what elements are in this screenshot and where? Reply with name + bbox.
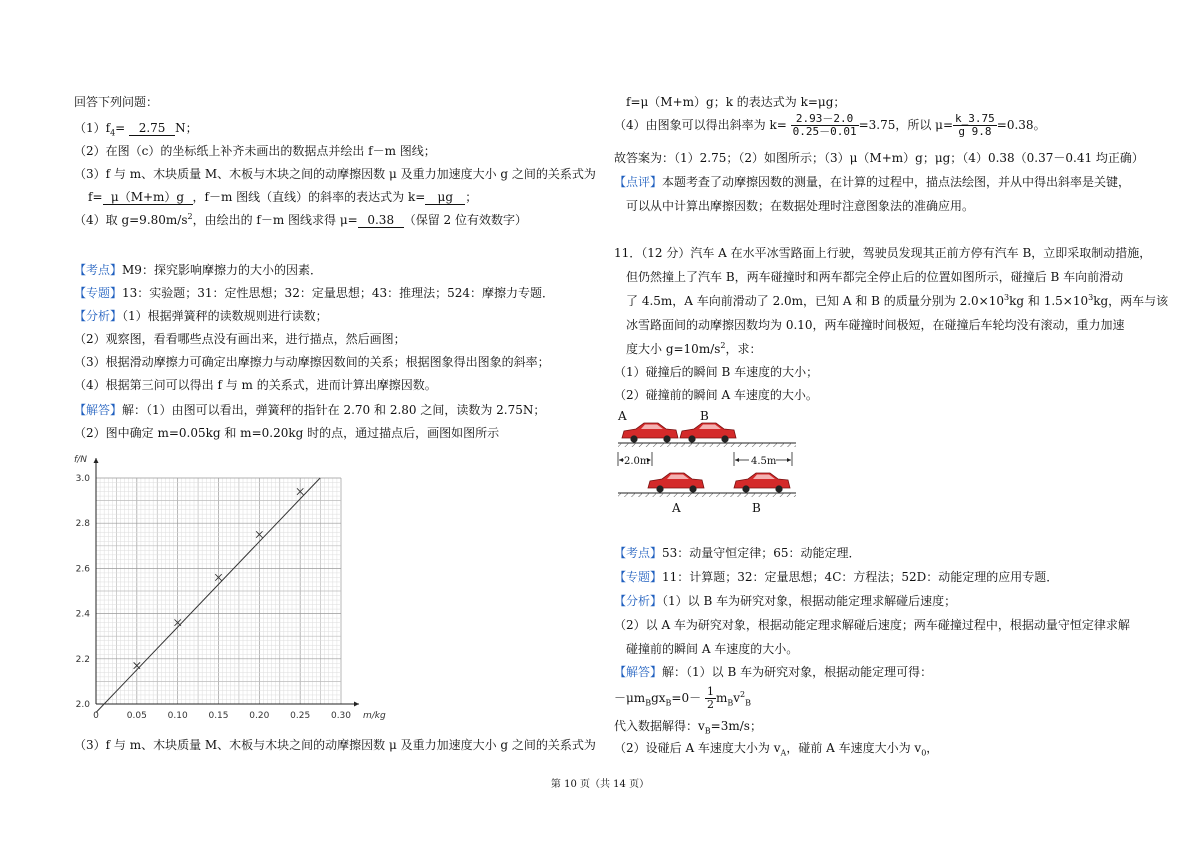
x-tick-label: 0.20 [249, 711, 270, 721]
y-tick-label: 2.2 [75, 654, 90, 665]
y-tick-label: 2.6 [75, 564, 90, 575]
fit-line [96, 478, 320, 713]
question-1: $(1)f_4= 2.75$ N； [74, 121, 198, 138]
fenxi-tag: 【分析】 [74, 309, 123, 323]
mu-fraction: $\frac{k\_3.75}{g 9.8}$ [955, 112, 995, 138]
energy-equation: $-\mu m_Bgx_B=0-$ $\frac{1}{2}$ $m_Bv^2_B$ [614, 685, 751, 711]
answer-3b: μg [425, 190, 465, 205]
q11-line-6: （1）碰撞后的瞬间 B 车速度的大小； [614, 365, 819, 379]
y-tick-label: 3.0 [75, 474, 90, 484]
answer-1: 2.75 [129, 121, 175, 136]
car-a-top-icon [622, 423, 678, 443]
r-fenxi-line-2: （2）以 A 车为研究对象，根据动能定理求解碰后速度；两车碰撞过程中，根据动量守恒定律求解 [614, 618, 1130, 632]
q11-line-5: 度大小 $g=10m/s^2$，求： [626, 341, 762, 356]
kaodian-tag: 【考点】 [74, 263, 123, 277]
label-b-top: B [700, 409, 709, 423]
x-axis-arrow [354, 702, 359, 707]
r-jieda-tag: 【解答】 [614, 665, 663, 679]
chart-xlabel: m/kg [363, 711, 386, 721]
intro-text: 回答下列问题： [74, 95, 159, 109]
car-a-bottom-icon [648, 473, 704, 493]
question-2: （2）在图（c）的坐标纸上补齐未画出的数据点并绘出 f－m 图线； [74, 144, 436, 158]
chart-tick-labels [76, 474, 352, 721]
question-4: （4）取 $g=9.80m/s^2$，由绘出的 f－m 图线求得 μ= 0.38 （保留 2 位有效数字） [74, 212, 527, 227]
q11-line-2: 但仍然撞上了汽车 B，两车碰撞时和两车都完全停止后的位置如图所示，碰撞后 B 车向前滑动 [626, 270, 1124, 284]
r-fenxi-line-3: 碰撞前的瞬间 A 车速度的大小。 [626, 642, 799, 656]
road-bottom-hatch [618, 493, 796, 497]
dist-b-label: 4.5m [751, 456, 777, 467]
fenxi-line-2: （2）观察图，看看哪些点没有画出来，进行描点，然后画图； [74, 332, 406, 346]
question-3-line1: （3）f 与 m、木块质量 M、木板与木块之间的动摩擦因数 μ 及重力加速度大小 g 之间的关系式为 [74, 167, 596, 181]
zhuanti-tag: 【专题】 [74, 286, 123, 300]
x-tick-label: 0.10 [167, 711, 188, 721]
x-tick-label: 0.15 [208, 711, 229, 721]
r-jieda-line: 【解答】解：（1）以 B 车为研究对象，根据动能定理可得： [614, 665, 933, 679]
dist-a-label: 2.0m [624, 456, 650, 467]
y-tick-label: 2.0 [75, 700, 90, 710]
car-b-bottom-icon [734, 473, 790, 493]
collision-figure [616, 406, 806, 518]
jieda-line: 【解答】解：（1）由图可以看出，弹簧秤的指针在 2.70 和 2.80 之间，读数为 2.75N； [74, 403, 546, 417]
r-zhuanti-tag: 【专题】 [614, 570, 663, 584]
dianping-line: 【点评】本题考查了动摩擦因数的测量，在计算的过程中，描点法绘图，并从中得出斜率是关键， [614, 175, 1131, 189]
label-a-top: A [618, 409, 627, 423]
x-tick-label: 0.25 [290, 711, 311, 721]
x-tick-label: 0.30 [330, 711, 352, 721]
chart-grid [96, 478, 341, 704]
answer-3a: μ（M+m）g [103, 190, 193, 205]
r-fenxi-tag: 【分析】 [614, 594, 663, 608]
y-axis-arrow [94, 458, 99, 463]
question-3-line2: f= μ（M+m）g ，f－m 图线（直线）的斜率的表达式为 k= μg ； [88, 190, 478, 204]
zhuanti-line: 【专题】13：实验题；31：定性思想；32：定量思想；43：推理法；524：摩擦力专题． [74, 286, 555, 300]
q11-line-7: （2）碰撞前的瞬间 A 车速度的大小。 [614, 388, 818, 402]
label-b-bottom: B [752, 501, 761, 515]
fenxi-line-4: （4）根据第三问可以得出 f 与 m 的关系式，进而计算出摩擦因数。 [74, 378, 437, 392]
chart-ylabel: f/N [74, 455, 87, 465]
dianping-tag: 【点评】 [614, 175, 663, 189]
r-fenxi-line: 【分析】（1）以 B 车为研究对象，根据动能定理求解碰后速度； [614, 594, 957, 608]
r-kaodian-tag: 【考点】 [614, 546, 663, 560]
y-tick-label: 2.4 [75, 609, 90, 620]
r-line-2: （4）由图象可以得出斜率为 k= $\frac{2.93-2.0}{0.25-0.01}$ =3.75，所以 μ= $\frac{k\_3.75}{g 9.8}$ =0.38。 [614, 112, 1046, 138]
y-tick-label: 2.8 [75, 519, 90, 530]
chart-fit-line [96, 478, 320, 713]
road-top-hatch [618, 443, 796, 447]
r-line-1: f=μ（M+m）g；k 的表达式为 k=μg； [626, 95, 846, 109]
r-kaodian-line: 【考点】53：动量守恒定律；65：动能定理． [614, 546, 861, 560]
kaodian-line: 【考点】M9：探究影响摩擦力的大小的因素． [74, 263, 322, 277]
dianping-line-2: 可以从中计算出摩擦因数；在数据处理时注意图象法的准确应用。 [626, 199, 975, 213]
answer-summary: 故答案为：（1）2.75；（2）如图所示；（3）μ（M+m）g；μg；（4）0.38（0.37－0.41 均正确） [614, 151, 1144, 165]
slope-fraction: $\frac{2.93-2.0}{0.25-0.01}$ [792, 112, 857, 138]
f-m-chart [70, 450, 390, 725]
answer-4: 0.38 [358, 213, 404, 228]
jieda-tag: 【解答】 [74, 403, 123, 417]
fenxi-line-3: （3）根据滑动摩擦力可确定出摩擦力与动摩擦因数间的关系；根据图象得出图象的斜率； [74, 355, 550, 369]
half-fraction: $\frac{1}{2}$ [706, 685, 714, 711]
jieda-line-2: （2）图中确定 m=0.05kg 和 m=0.20kg 时的点，通过描点后，画图如图所示 [74, 426, 500, 440]
q11-line-1: 11．（12 分）汽车 A 在水平冰雪路面上行驶，驾驶员发现其正前方停有汽车 B，立即采取制动措施， [614, 246, 1152, 260]
bottom-line: （3）f 与 m、木块质量 M、木板与木块之间的动摩擦因数 μ 及重力加速度大小 g 之间的关系式为 [74, 738, 596, 752]
x-tick-label: 0 [93, 711, 99, 721]
chart-axes [94, 458, 360, 707]
r-zhuanti-line: 【专题】11：计算题；32：定量思想；4C：方程法；52D：动能定理的应用专题． [614, 570, 1059, 584]
car-b-top-icon [680, 423, 736, 443]
x-tick-label: 0.05 [126, 711, 147, 721]
label-a-bottom: A [672, 501, 681, 515]
fenxi-line: 【分析】（1）根据弹簧秤的读数规则进行读数； [74, 309, 328, 323]
solution-b: 代入数据解得：$v_B=3m/s$； [614, 719, 762, 736]
q11-line-4: 冰雪路面间的动摩擦因数均为 0.10，两车碰撞时间极短，在碰撞后车轮均没有滚动，重力加速 [626, 318, 1125, 332]
solution-part-2: （2）设碰后 A 车速度大小为 $v_A$，碰前 A 车速度大小为 $v_0$， [614, 741, 939, 758]
q11-line-3: 了 4.5m，A 车向前滑动了 2.0m，已知 A 和 B 的质量分别为 $2.0\times 10^3kg$ 和 $1.5\times 10^3kg$，两车与该 [626, 293, 1169, 308]
page-footer: 第 10 页（共 14 页） [550, 779, 650, 790]
